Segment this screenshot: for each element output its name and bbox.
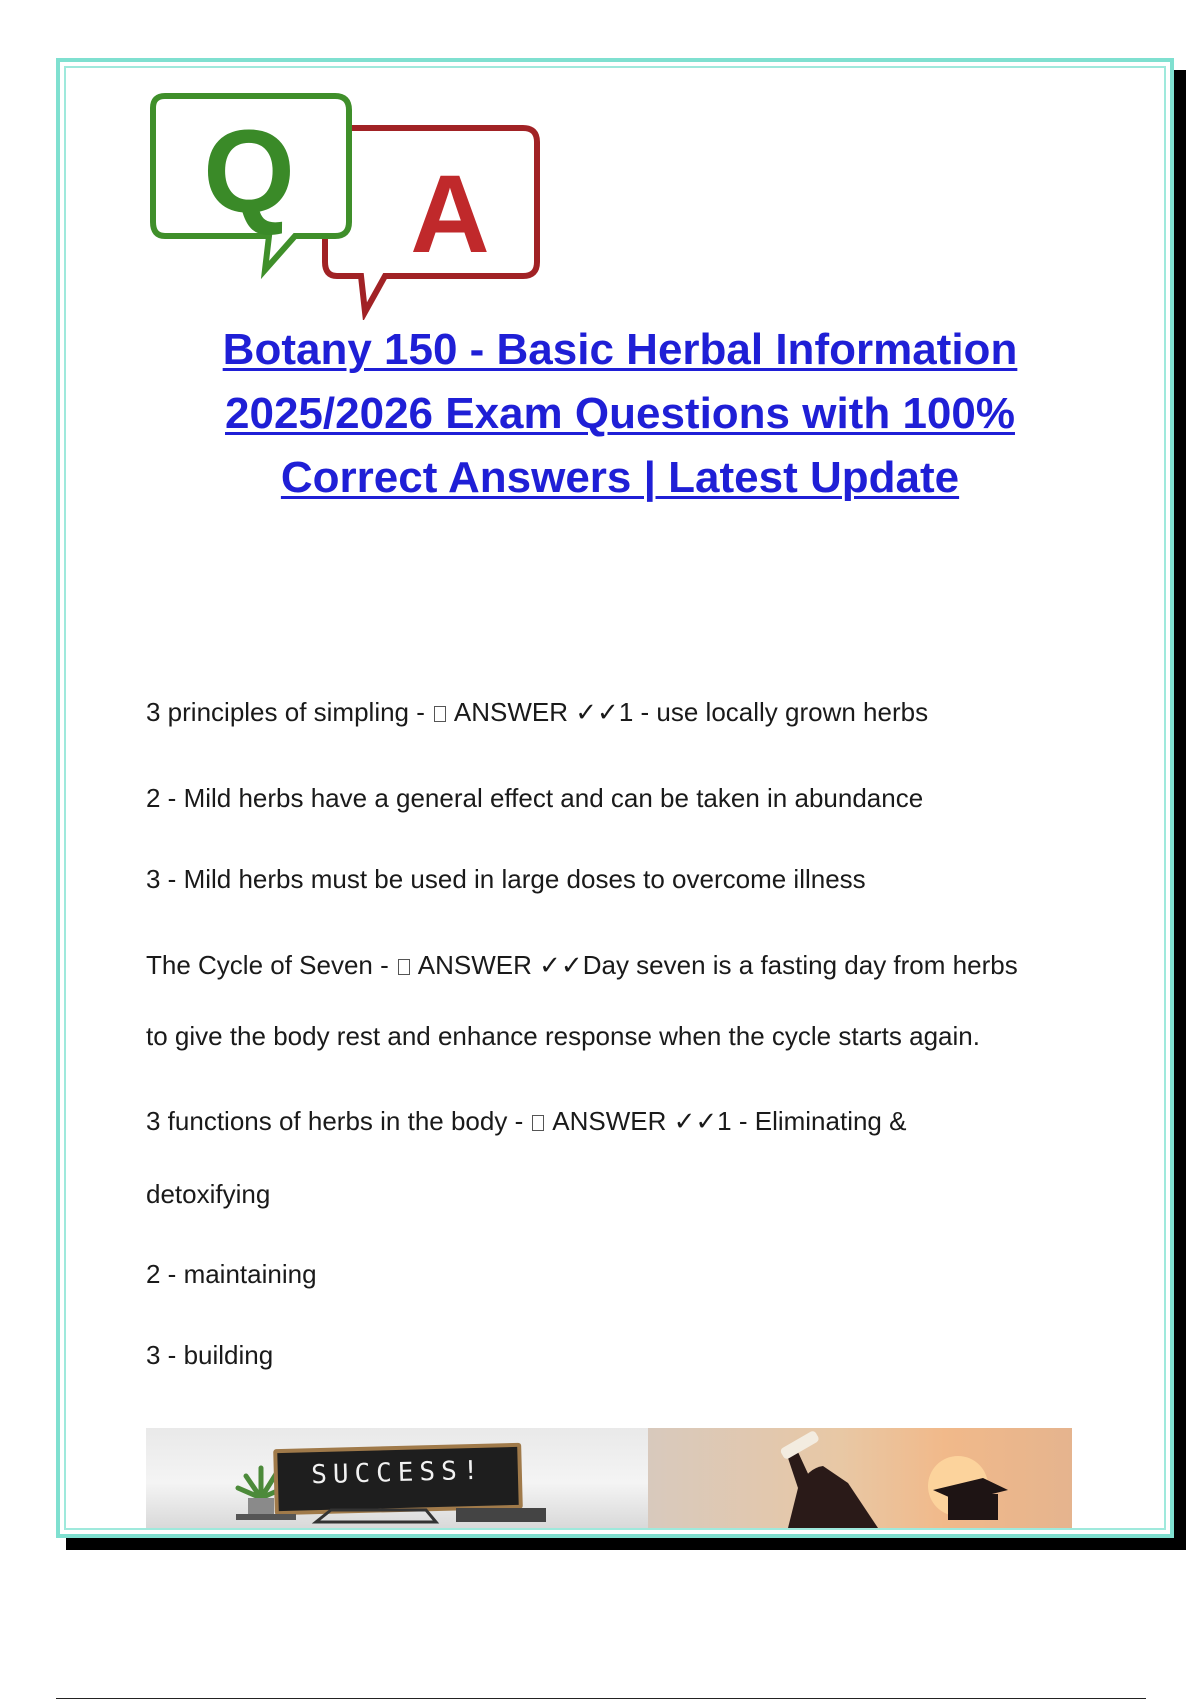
missing-glyph-icon xyxy=(434,706,446,722)
graduation-banner-image xyxy=(648,1428,1072,1528)
missing-glyph-icon xyxy=(398,959,410,975)
answer-line: to give the body rest and enhance response when the cycle starts again. xyxy=(146,1021,980,1051)
answer-line: 2 - maintaining xyxy=(146,1259,317,1289)
logo-q-letter: Q xyxy=(203,106,295,238)
question-3 xyxy=(146,1106,1126,1137)
answer-line: 2 - Mild herbs have a general effect and can be taken in abundance xyxy=(146,783,924,813)
question-1-text: 3 principles of simpling - xyxy=(146,697,433,727)
logo-a-letter: A xyxy=(410,153,490,276)
question-3-text: 3 functions of herbs in the body - xyxy=(146,1106,531,1136)
answer-line: detoxifying xyxy=(146,1179,271,1209)
question-2-answer: ANSWER ✓✓Day seven is a fasting day from herbs xyxy=(417,950,1018,980)
desk-items-icon xyxy=(236,1500,566,1528)
question-2 xyxy=(146,950,1126,981)
success-chalkboard: SUCCESS! xyxy=(273,1443,523,1515)
graduate-silhouette-icon xyxy=(648,1428,1072,1528)
missing-glyph-icon xyxy=(532,1115,544,1131)
success-banner-image xyxy=(146,1428,649,1528)
title-line-3: Correct Answers | Latest Update xyxy=(280,453,960,502)
title-line-2: 2025/2026 Exam Questions with 100% xyxy=(225,389,1015,438)
question-2-text: The Cycle of Seven - xyxy=(146,950,396,980)
document-title xyxy=(150,318,1090,510)
question-1-answer: ANSWER ✓✓1 - use locally grown herbs xyxy=(453,697,929,727)
question-3-answer: ANSWER ✓✓1 - Eliminating & xyxy=(552,1106,907,1136)
answer-line: 3 - building xyxy=(146,1340,274,1370)
answer-line: 3 - Mild herbs must be used in large doses to overcome illness xyxy=(146,864,866,894)
qa-logo-icon xyxy=(145,90,555,320)
page-bottom-rule xyxy=(56,1698,1146,1699)
question-1 xyxy=(146,697,1126,728)
title-line-1: Botany 150 - Basic Herbal Information xyxy=(222,325,1018,374)
